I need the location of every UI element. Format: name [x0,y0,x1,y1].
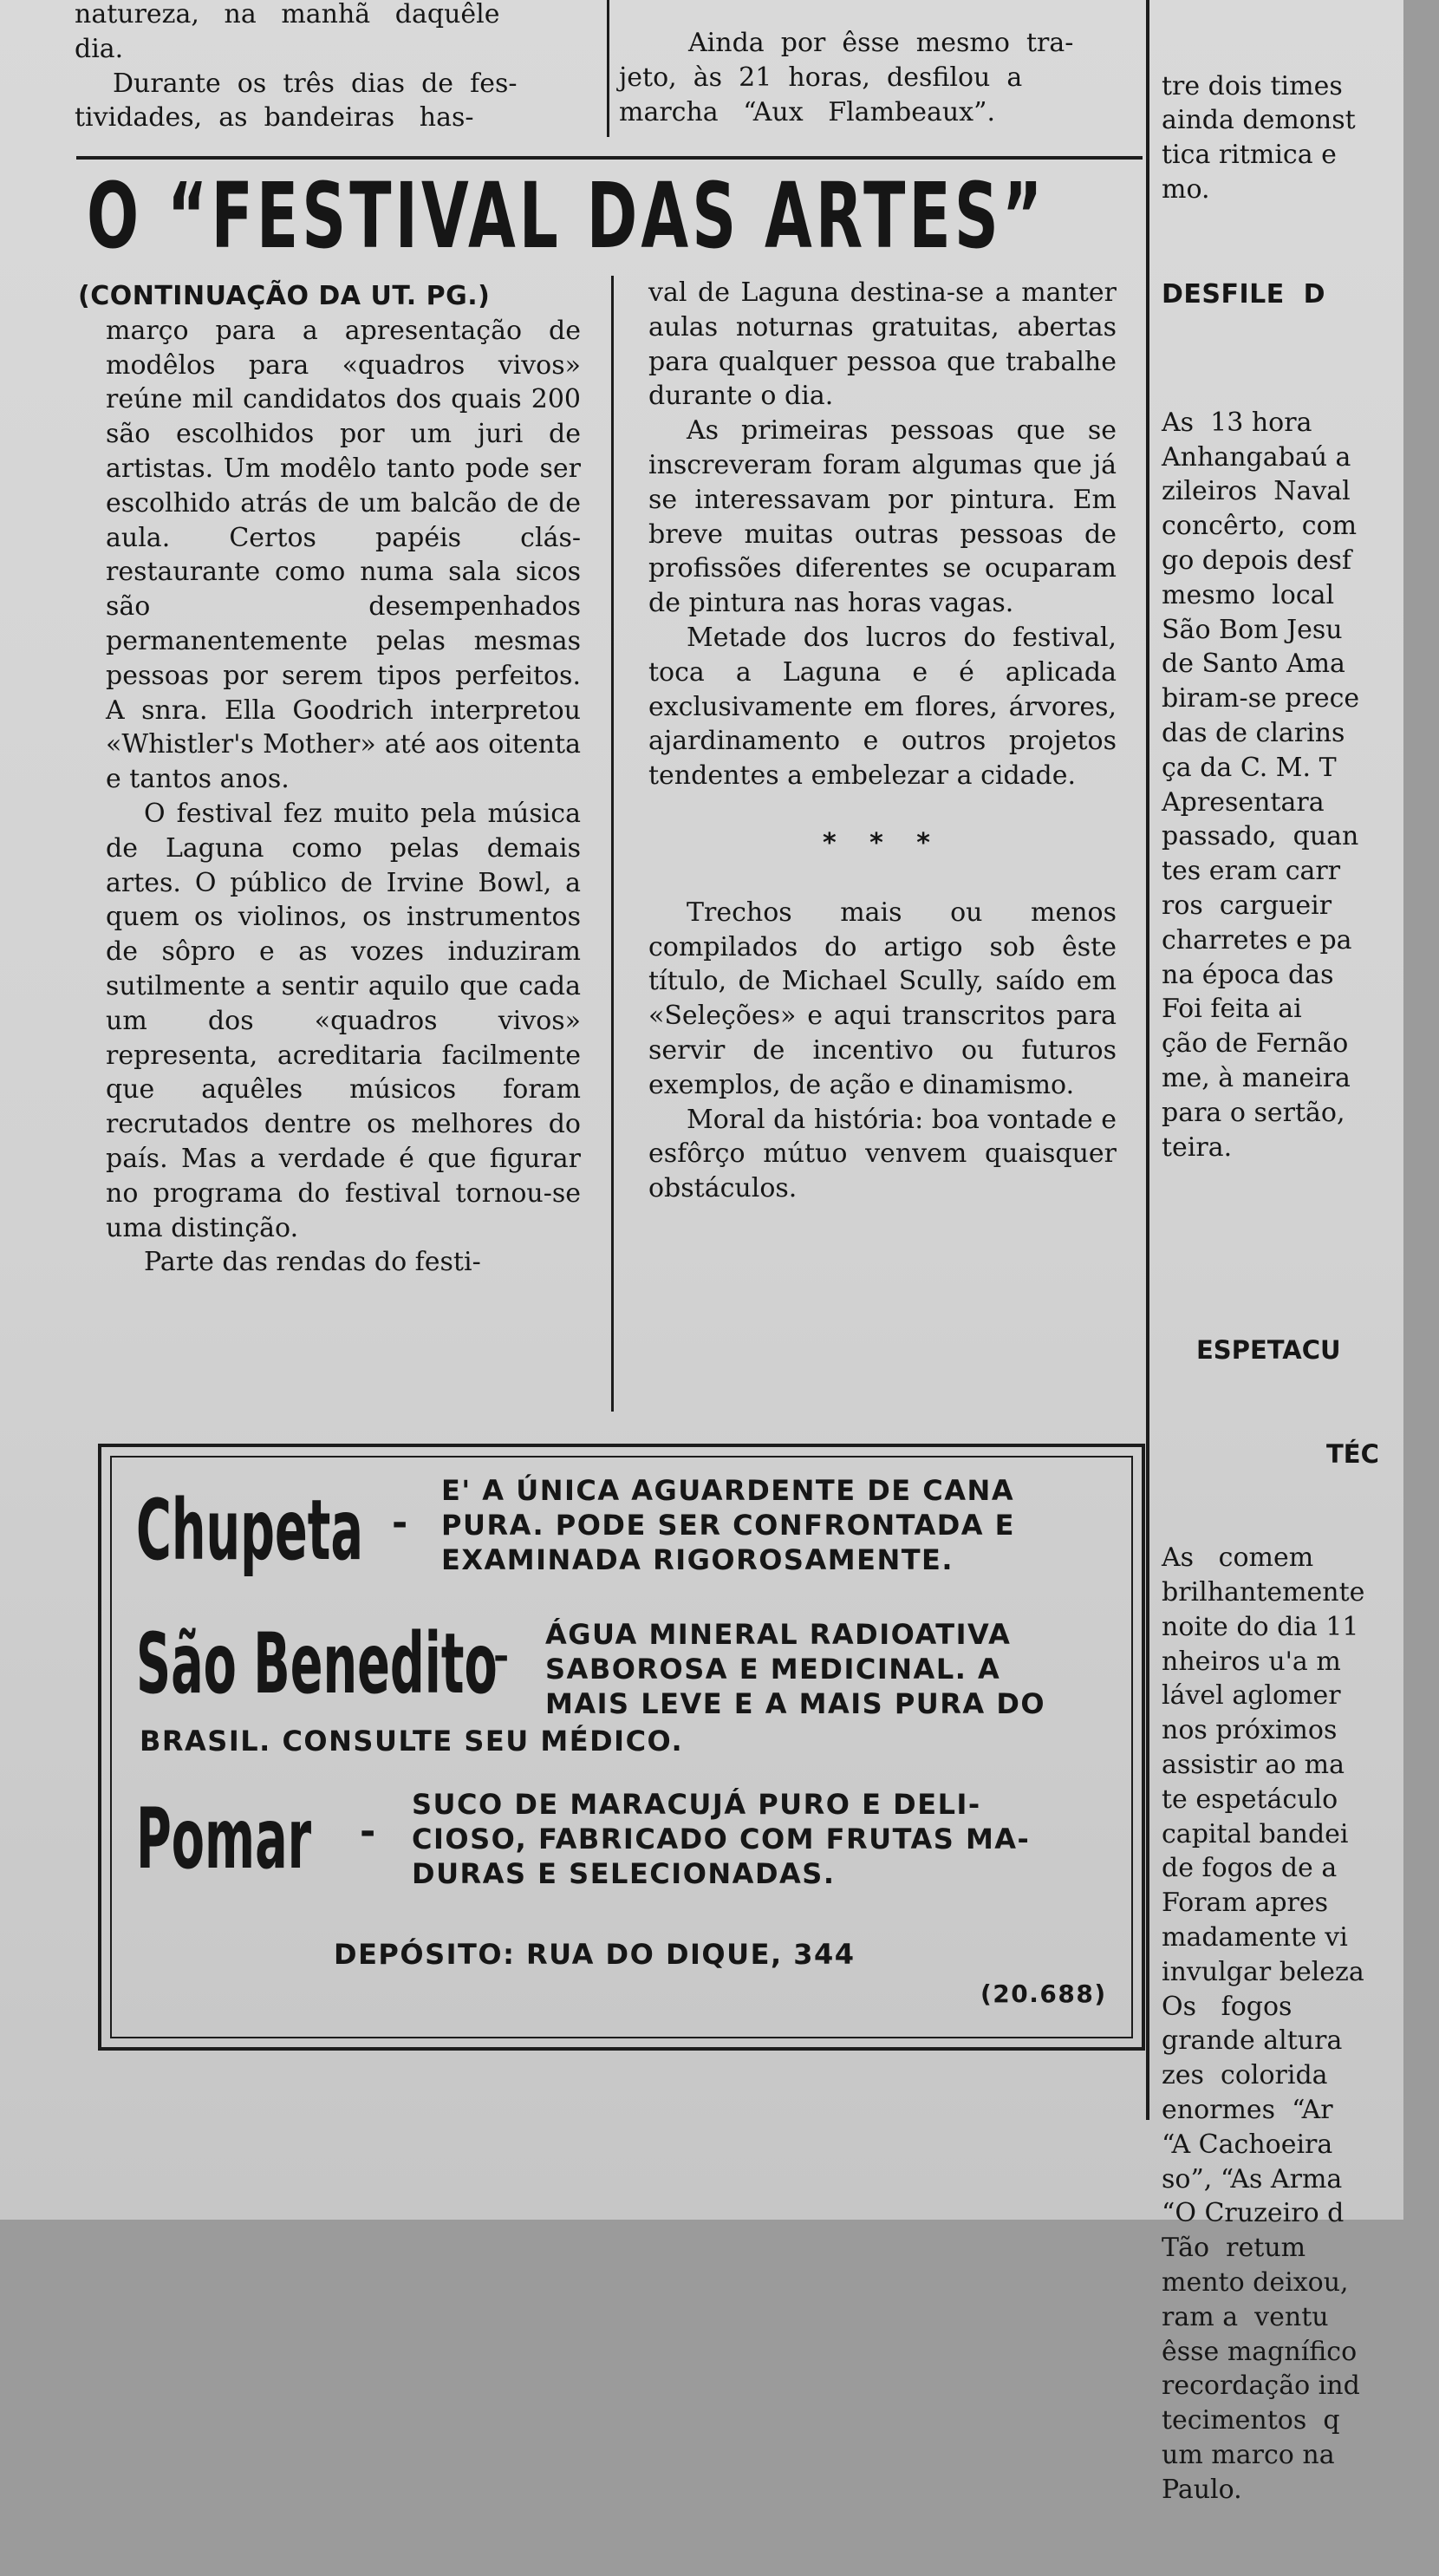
text-line: brilhantemente [1162,1577,1365,1608]
column-rule [607,0,609,137]
chupeta-text [441,1473,1113,1577]
text-line: “A Cachoeira [1162,2129,1333,2160]
text-line: nheiros u'a m [1162,1646,1341,1677]
section-heading: DESFILE D [1162,279,1326,310]
text-line: para o sertão, [1162,1097,1345,1128]
ad-line: EXAMINADA RIGOROSAMENTE. [441,1543,954,1576]
paragraph: março para a apresentação de modêlos para «quadros vivos» reúne mil candidatos dos quais 200 são escolhidos por um juri de artistas. Um modêlo tanto pode ser escolhido atrás de um balcão de de aula. Certos papéis clás- restaurante como numa sala sicos são desempenhados permanentemente pelas mesmas pessoas por serem tipos perfeitos. A snra. Ella Goodrich interpretou «Whistler's Mother» até aos oitenta e tantos anos. [106,315,581,795]
brand-pomar: Pomar [136,1790,312,1888]
ad-line: ÁGUA MINERAL RADIOATIVA [545,1618,1012,1651]
text-line: ainda demonst [1162,105,1356,136]
text-line: de fogos de a [1162,1853,1338,1884]
paragraph: Trechos mais ou menos compilados do artigo sob êste título, de Michael Scully, saído em «Seleções» e aqui transcritos para servir de incentivo ou futuros exemplos, de ação e dinamismo. [648,897,1117,1100]
text-line: concêrto, com [1162,511,1358,542]
text-line: enormes “Ar [1162,2095,1333,2126]
paragraph: Parte das rendas do festi- [144,1247,481,1278]
text-line: me, à maneira [1162,1062,1351,1093]
text-line: tes eram carr [1162,856,1341,887]
text-line: na época das [1162,959,1334,990]
text-line: As comem [1162,1542,1314,1574]
paragraph: val de Laguna destina-se a manter aulas noturnas gratuitas, abertas para qualquer pessoa que trabalhe durante o dia. [648,277,1117,412]
right-column-clip [1153,0,1403,2505]
ad-line: MAIS LEVE E A MAIS PURA DO [545,1687,1046,1720]
text-line: tre dois times [1162,70,1343,101]
section-separator: * * * [823,827,942,858]
text-line: passado, quan [1162,821,1359,852]
text-line: de Santo Ama [1162,649,1345,680]
text-line: ção de Fernão [1162,1028,1349,1060]
text-line: tica ritmica e [1162,140,1337,171]
text-line: invulgar beleza [1162,1956,1364,1987]
text-line: grande altura [1162,2025,1343,2057]
text-line: As 13 hora [1162,407,1312,438]
text-line: recordação ind [1162,2371,1360,2402]
headline: O “FESTIVAL DAS ARTES” [87,163,1046,269]
text-line: tecimentos q [1162,2405,1340,2436]
article-column-1 [78,279,581,1280]
text-line: lável aglomer [1162,1680,1341,1712]
text-line: Anhangabaú a [1162,441,1351,473]
text-line: noite do dia 11 [1162,1611,1359,1642]
text-line: teira. [1162,1131,1233,1163]
sao-benedito-text [545,1617,1113,1721]
text-line: zes colorida [1162,2060,1328,2091]
ad-line: DURAS E SELECIONADAS. [412,1857,836,1890]
paragraph: Metade dos lucros do festival, toca a Laguna e é aplicada exclusivamente em flores, árvores, ajardinamento e outros projetos tendentes a embelezar a cidade. [648,622,1117,792]
brand-chupeta: Chupeta [136,1482,363,1579]
text-line: charretes e pa [1162,924,1352,955]
text-line: ram a ventu [1162,2301,1329,2332]
ad-line: CIOSO, FABRICADO COM FRUTAS MA- [412,1823,1031,1855]
text-line: biram-se prece [1162,683,1360,714]
ad-line: SUCO DE MARACUJÁ PURO E DELI- [412,1788,981,1821]
text-line: êsse magnífico [1162,2336,1358,2367]
ad-line: PURA. PODE SER CONFRONTADA E [441,1509,1016,1542]
top-middle-fragment [619,26,1139,129]
text-line: Foi feita ai [1162,994,1302,1025]
brand-dash: - [392,1501,408,1545]
ad-code: (20.688) [980,1979,1107,2008]
text-line: ça da C. M. T [1162,752,1337,783]
headline-top-rule [76,156,1143,160]
article-column-rule [611,276,614,1412]
brand-dash: - [493,1634,510,1679]
text-line: assistir ao ma [1162,1750,1345,1781]
text-line: madamente vi [1162,1922,1348,1953]
text-line: dia. [75,33,124,64]
text-line: natureza, na manhã daquêle [75,0,500,29]
text-line: nos próximos [1162,1715,1338,1746]
text-line: Foram apres [1162,1888,1329,1919]
text-line: zileiros Naval [1162,476,1351,507]
text-line: Ainda por êsse mesmo tra- [688,28,1074,58]
text-line: jeto, às 21 horas, desfilou a [619,62,1023,93]
text-line: mento deixou, [1162,2267,1349,2298]
right-column-rule [1146,0,1149,2120]
top-left-fragment [75,0,595,135]
pomar-text [412,1787,1118,1891]
text-line: um marco na [1162,2439,1335,2470]
text-line: mo. [1162,173,1210,205]
text-line: so”, “As Arma [1162,2163,1343,2194]
deposit-address: DEPÓSITO: RUA DO DIQUE, 344 [334,1938,856,1971]
right-column [1162,0,1439,2576]
section-heading: TÉC [1326,1438,1379,1469]
text-line: Tão retum [1162,2233,1306,2264]
text-line: te espetáculo [1162,1784,1338,1815]
paragraph: O festival fez muito pela música de Laguna como pelas demais artes. O público de Irvine Bowl, a quem os violinos, os instrumentos de sôpro e as vozes induziram sutilmente a sentir aquilo que cada um dos «quadros vivos» representa, acreditaria facilmente que aquêles músicos foram recrutados dentre os melhores do país. Mas a verdade é que figurar no programa do festival tornou-se uma distinção. [106,798,581,1243]
advertisement [98,1444,1145,2051]
text-line: das de clarins [1162,717,1345,748]
text-line: São Bom Jesu [1162,614,1343,645]
text-line: Apresentara [1162,786,1325,818]
text-line: Durante os três dias de fes- [113,68,518,99]
ad-line: SABOROSA E MEDICINAL. A [545,1653,1001,1686]
sao-benedito-text-last: BRASIL. CONSULTE SEU MÉDICO. [140,1725,684,1758]
text-line: marcha “Aux Flambeaux”. [619,96,995,127]
text-line: tividades, as bandeiras has- [75,102,474,134]
text-line: Paulo. [1162,2474,1242,2505]
text-line: “O Cruzeiro d [1162,2198,1345,2229]
section-heading: ESPETACU [1196,1335,1341,1366]
text-line: mesmo local [1162,579,1335,610]
continuation-note: (CONTINUAÇÃO DA UT. PG.) [78,281,491,311]
brand-dash: - [360,1810,376,1854]
paragraph: As primeiras pessoas que se inscreveram foram algumas que já se interessavam por pintura. Em breve muitas outras pessoas de profissões diferentes se ocuparam de pintura nas horas vagas. [648,415,1117,619]
paragraph: Moral da história: boa vontade e esfôrço mútuo venvem quaisquer obstáculos. [648,1104,1117,1204]
text-line: ros cargueir [1162,890,1332,921]
brand-sao-benedito: São Benedito [136,1615,498,1712]
text-line: go depois desf [1162,545,1352,576]
article-column-2 [648,276,1117,1206]
ad-line: E' A ÚNICA AGUARDENTE DE CANA [441,1474,1015,1507]
text-line: capital bandei [1162,1818,1349,1849]
text-line: Os fogos [1162,1991,1292,2022]
